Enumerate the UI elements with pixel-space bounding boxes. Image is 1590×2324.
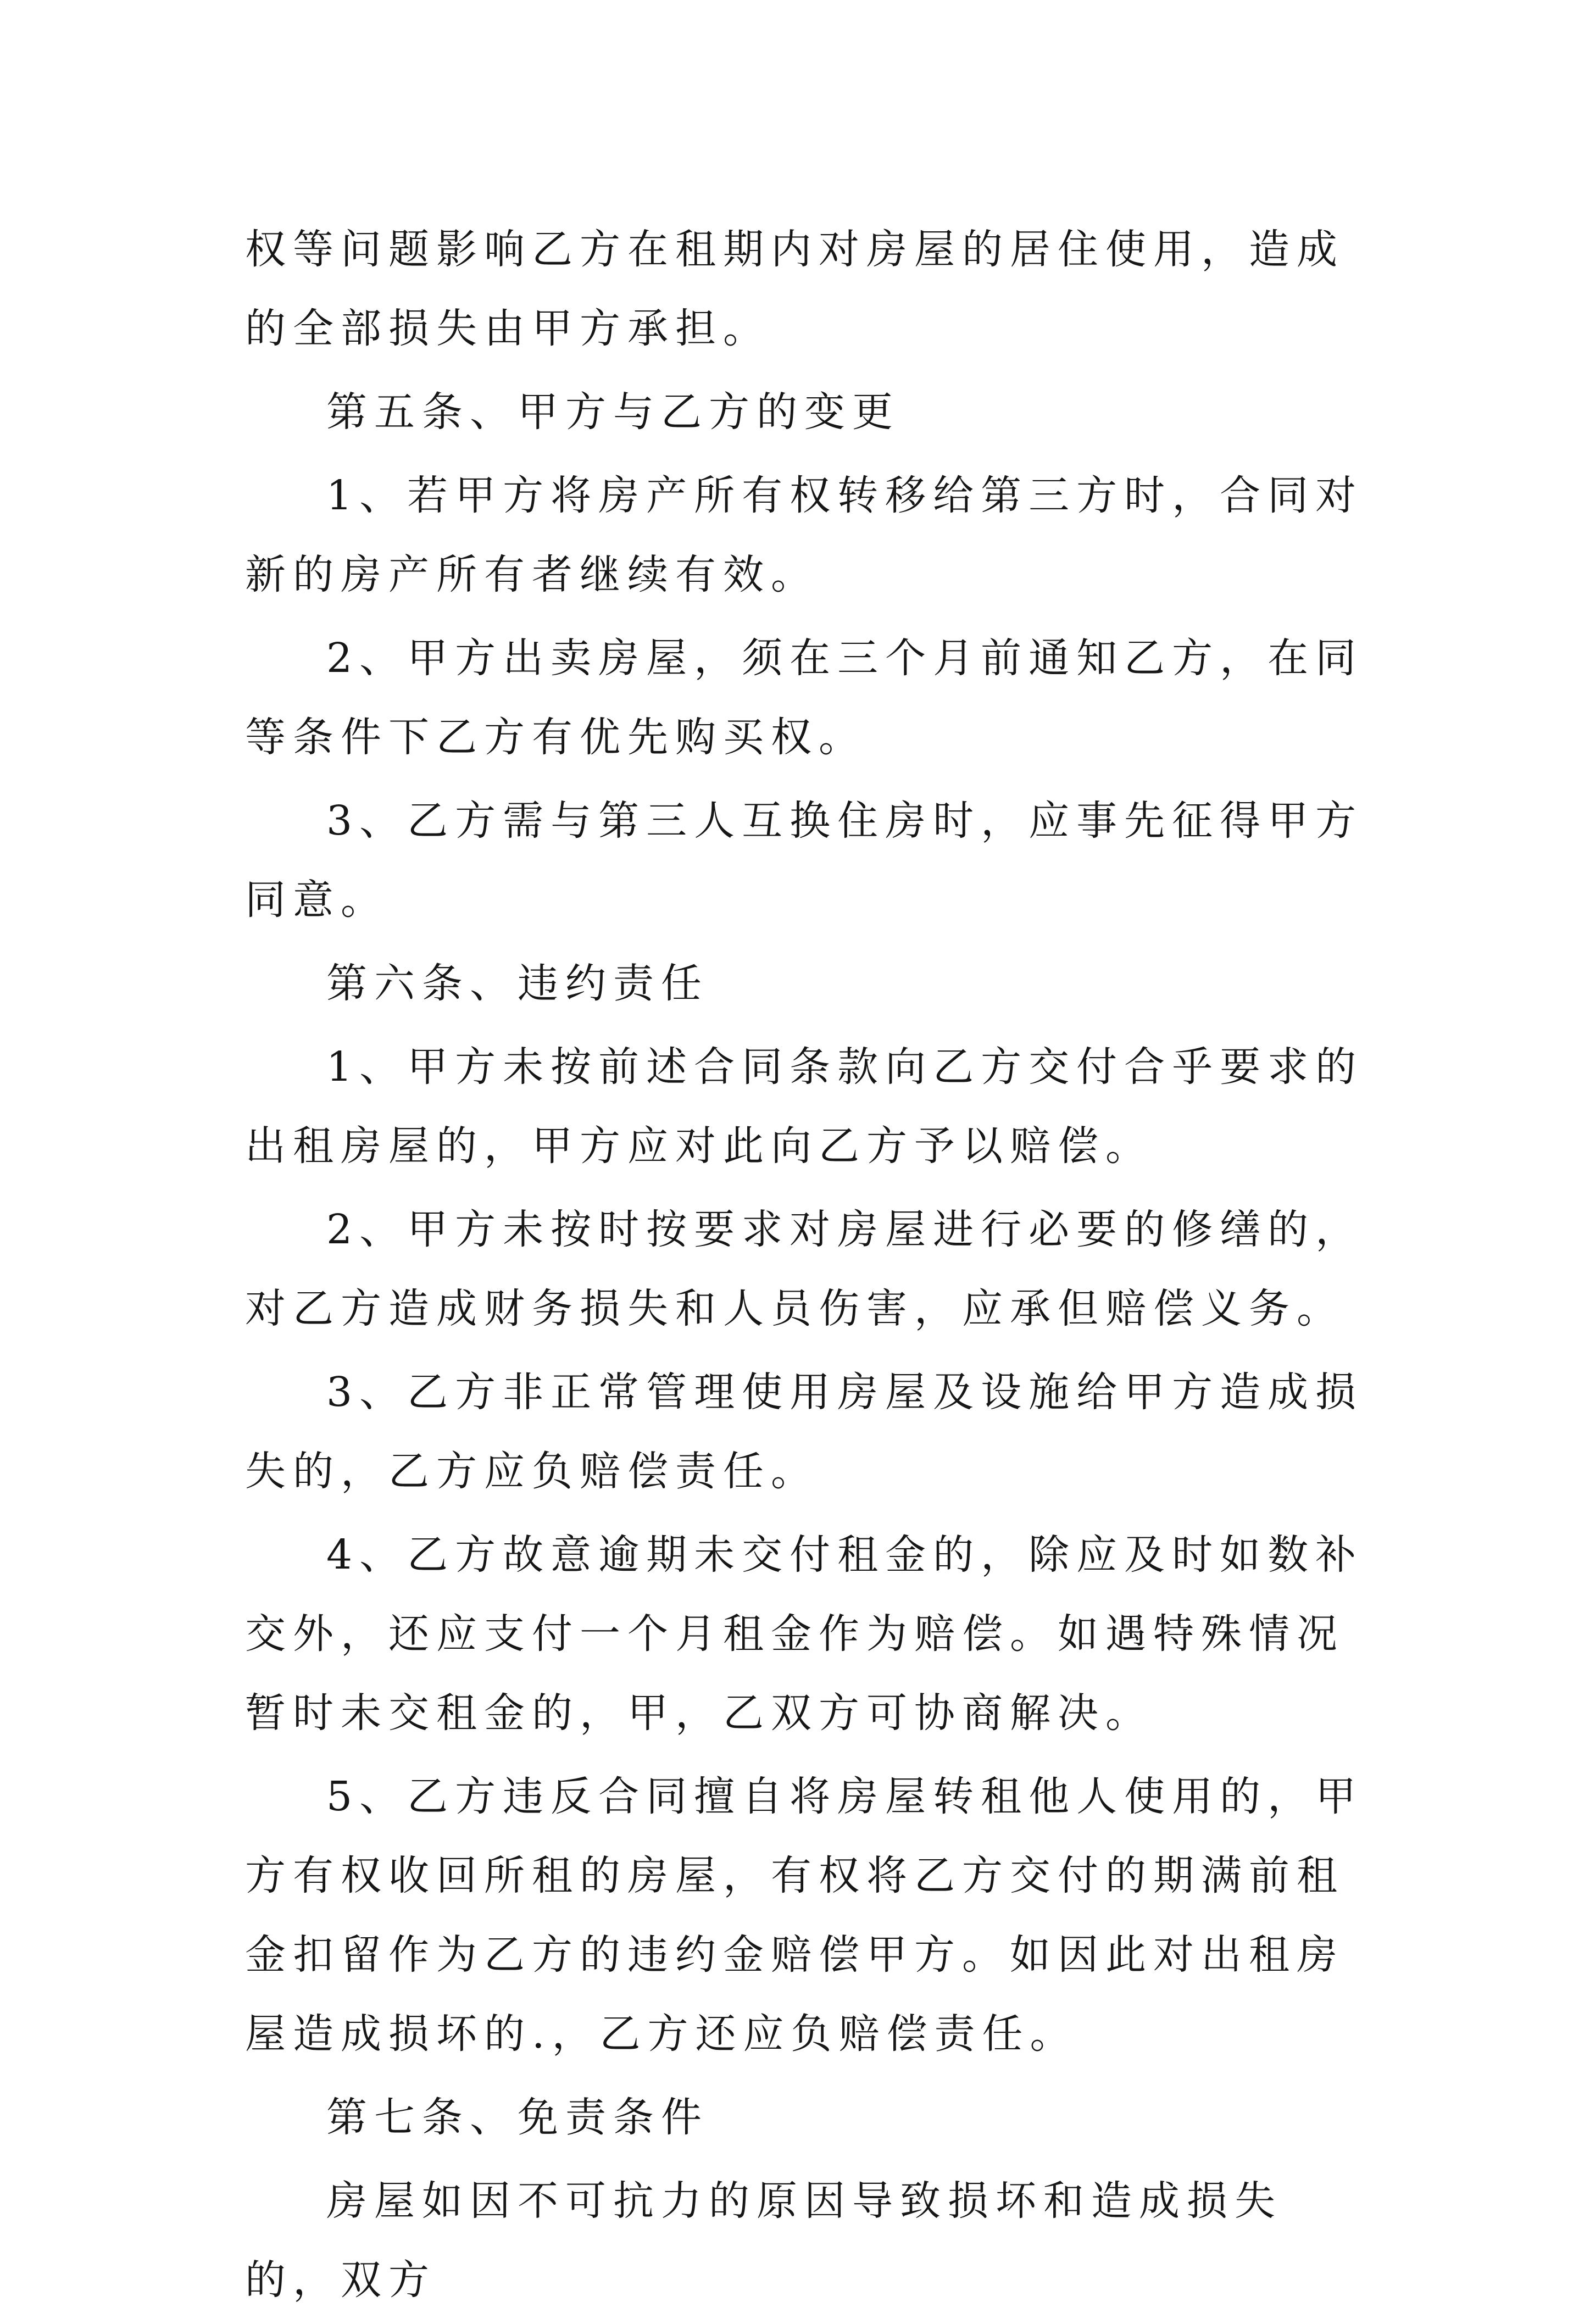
section-heading: 第五条、甲方与乙方的变更 [326,388,900,436]
paragraph: 1、甲方未按前述合同条款向乙方交付合乎要求的出租房屋的，甲方应对此向乙方予以赔偿。 [245,1043,1364,1170]
paragraph: 3、乙方需与第三人互换住房时，应事先征得甲方同意。 [245,797,1364,924]
paragraph: 2、甲方未按时按要求对房屋进行必要的修缮的，对乙方造成财务损失和人员伤害，应承但赔偿义务。 [245,1206,1364,1332]
paragraph: 权等问题影响乙方在租期内对房屋的居住使用，造成的全部损失由甲方承担。 [245,226,1344,352]
section-heading: 第六条、违约责任 [326,960,709,1007]
paragraph: 3、乙方非正常管理使用房屋及设施给甲方造成损失的，乙方应负赔偿责任。 [245,1369,1364,1495]
paragraph: 2、甲方出卖房屋，须在三个月前通知乙方，在同等条件下乙方有优先购买权。 [245,635,1364,761]
paragraph: 房屋如因不可抗力的原因导致损坏和造成损失的，双方 [245,2177,1282,2304]
document-body [245,210,1366,2324]
paragraph: 4、乙方故意逾期未交付租金的，除应及时如数补交外，还应支付一个月租金作为赔偿。如遇特殊情况暂时未交租金的，甲，乙双方可协商解决。 [245,1531,1364,1737]
section-heading: 第七条、免责条件 [326,2094,709,2141]
paragraph: 5、乙方违反合同擅自将房屋转租他人使用的，甲方有权收回所租的房屋，有权将乙方交付的期满前租金扣留作为乙方的违约金赔偿甲方。如因此对出租房屋造成损坏的.，乙方还应负赔偿责任。 [245,1773,1364,2058]
paragraph: 1、若甲方将房产所有权转移给第三方时，合同对新的房产所有者继续有效。 [245,472,1364,598]
